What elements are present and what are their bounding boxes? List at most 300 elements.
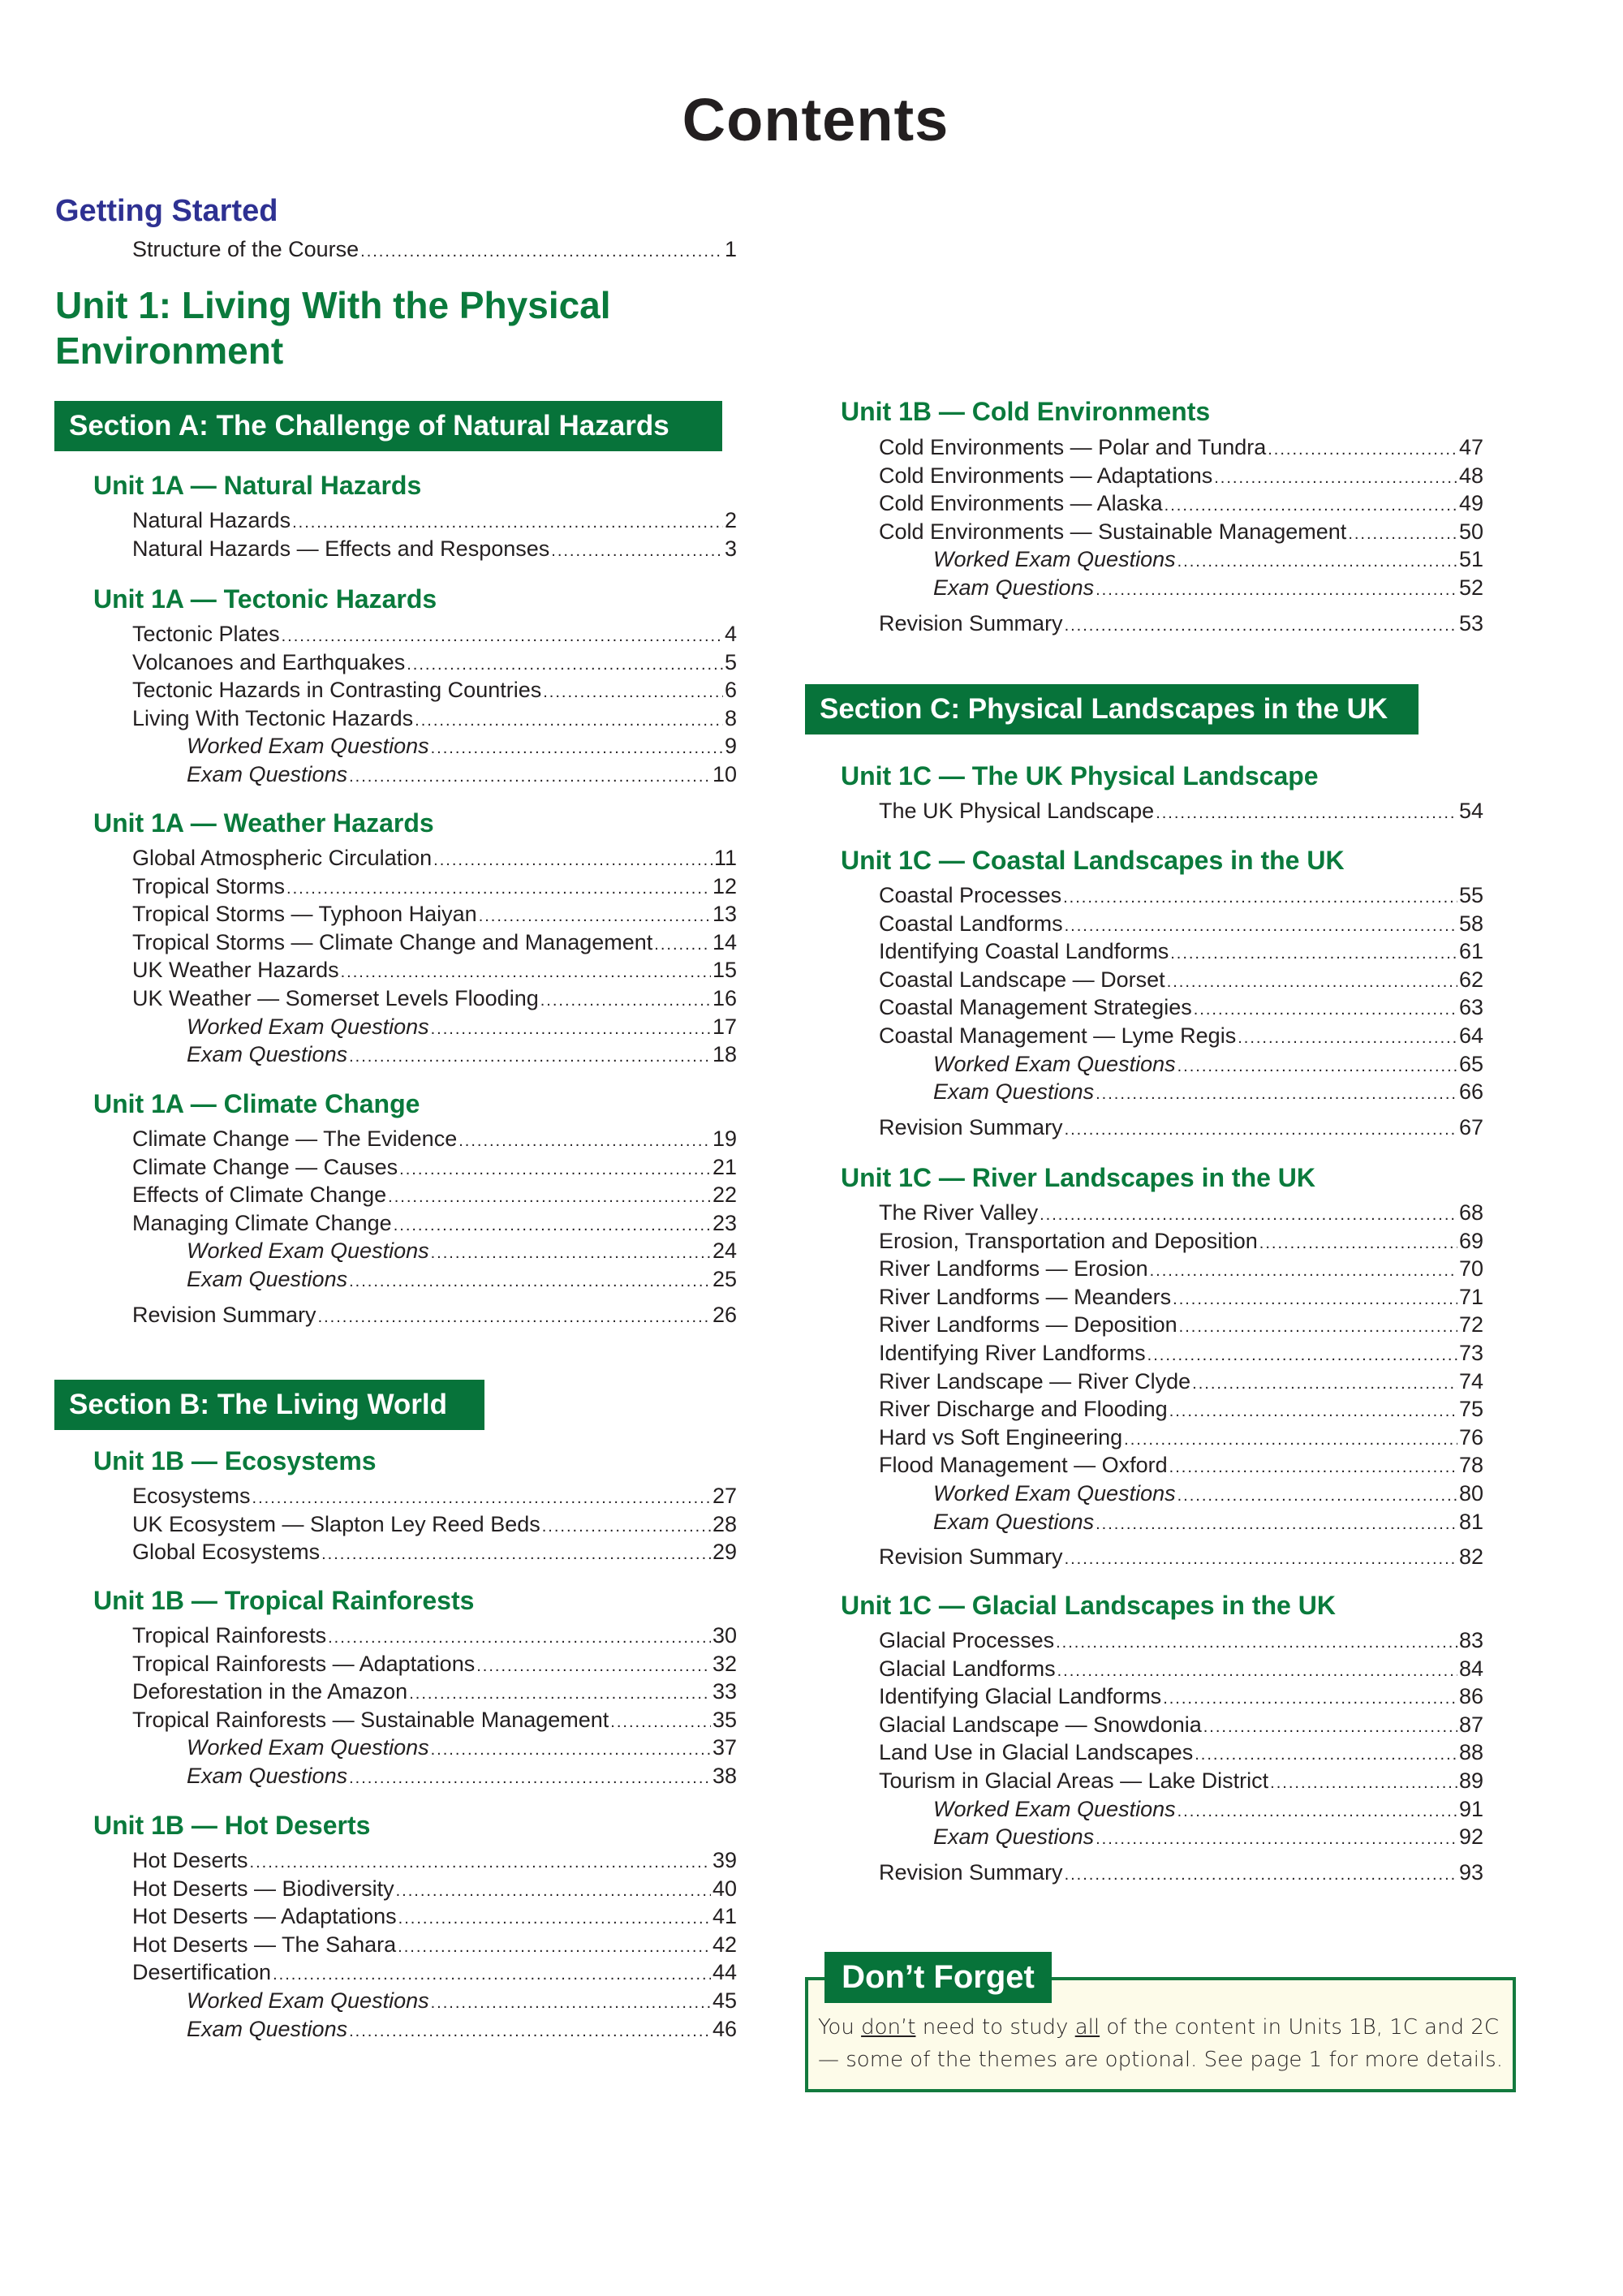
toc-entry[interactable] [879, 1543, 1483, 1571]
unit-heading-glacial: Unit 1C — Glacial Landscapes in the UK [841, 1591, 1336, 1620]
entry-page: 11 [713, 846, 737, 870]
leader-dots [328, 1624, 711, 1652]
entry-page: 78 [1458, 1453, 1483, 1478]
entry-label: Hot Deserts — The Sahara [132, 1932, 397, 1957]
leader-dots [341, 958, 711, 987]
entries-rainforests [132, 1622, 737, 1790]
toc-entry[interactable] [132, 1987, 737, 2015]
entry-page: 69 [1458, 1228, 1483, 1253]
entry-page: 84 [1458, 1656, 1483, 1681]
entry-page: 33 [712, 1679, 737, 1704]
getting-started-entries [132, 235, 737, 264]
toc-entry[interactable] [879, 462, 1483, 490]
entry-page: 55 [1458, 883, 1483, 907]
leader-dots [431, 1015, 711, 1044]
toc-entry[interactable] [132, 535, 737, 563]
leader-dots [458, 1127, 711, 1156]
entry-page: 44 [712, 1960, 737, 1985]
unit-heading-cold-environments: Unit 1B — Cold Environments [841, 397, 1211, 426]
toc-entry[interactable] [132, 676, 737, 704]
entry-page: 12 [712, 873, 737, 898]
note-text: of the content in Units 1B, 1C and 2C — some of the themes are optional. See page 1 for more details. [818, 2015, 1503, 2072]
unit-heading-tectonic-hazards: Unit 1A — Tectonic Hazards [93, 584, 437, 614]
leader-dots [1167, 968, 1457, 997]
toc-entry[interactable] [879, 1626, 1483, 1655]
toc-entry[interactable] [879, 489, 1483, 518]
entry-label: River Landscape — River Clyde [879, 1368, 1191, 1394]
page-title: Contents [682, 86, 949, 153]
entry-label: Revision Summary [879, 1114, 1063, 1139]
leader-dots [1096, 1080, 1457, 1109]
entry-label: Worked Exam Questions [933, 1796, 1176, 1821]
toc-entry[interactable] [879, 1738, 1483, 1767]
entry-label: Coastal Management — Lyme Regis [879, 1023, 1237, 1048]
entry-page: 22 [712, 1182, 737, 1208]
toc-entry[interactable] [879, 797, 1483, 825]
toc-entry[interactable] [132, 1931, 737, 1959]
entry-label: Identifying River Landforms [879, 1340, 1146, 1365]
entry-label: Glacial Landforms [879, 1656, 1056, 1681]
toc-entry[interactable] [879, 1424, 1483, 1452]
entry-label: Cold Environments — Sustainable Management [879, 519, 1347, 544]
entry-label: Worked Exam Questions [187, 1988, 429, 2013]
leader-dots [431, 1239, 711, 1268]
entry-label: Erosion, Transportation and Deposition [879, 1228, 1258, 1253]
leader-dots [360, 238, 723, 266]
toc-entry[interactable] [879, 1050, 1483, 1079]
toc-entry[interactable] [879, 1368, 1483, 1396]
entry-label: River Landforms — Deposition [879, 1312, 1177, 1338]
entry-label: Flood Management — Oxford [879, 1453, 1168, 1478]
toc-entry[interactable] [879, 1199, 1483, 1227]
toc-entry[interactable] [132, 1622, 737, 1650]
entry-label: Living With Tectonic Hazards [132, 705, 414, 730]
leader-dots [398, 1933, 711, 1962]
toc-entry[interactable] [132, 956, 737, 984]
leader-dots [396, 1877, 711, 1906]
entry-label: Glacial Landscape — Snowdonia [879, 1712, 1202, 1737]
entry-page: 30 [712, 1623, 737, 1648]
entry-label: Exam Questions [933, 575, 1095, 600]
toc-entry[interactable] [132, 648, 737, 677]
leader-dots [1124, 1426, 1457, 1454]
entry-label: Land Use in Glacial Landscapes [879, 1740, 1194, 1765]
leader-dots [1173, 1286, 1457, 1314]
entry-label: Identifying Glacial Landforms [879, 1684, 1162, 1709]
entry-page: 47 [1458, 435, 1483, 459]
entry-label: Managing Climate Change [132, 1210, 392, 1235]
toc-entry[interactable] [879, 1508, 1483, 1536]
entry-label: Global Ecosystems [132, 1540, 321, 1565]
entry-label: Worked Exam Questions [187, 1238, 429, 1264]
toc-entry[interactable] [132, 984, 737, 1013]
toc-entry[interactable] [879, 1283, 1483, 1312]
toc-entry[interactable] [879, 881, 1483, 910]
entry-page: 27 [712, 1484, 737, 1508]
leader-dots [1177, 548, 1457, 576]
entry-page: 49 [1458, 491, 1483, 516]
leader-dots [551, 537, 723, 566]
entry-label: Coastal Landscape — Dorset [879, 967, 1165, 992]
entry-page: 28 [712, 1511, 737, 1536]
entry-label: Exam Questions [187, 1266, 348, 1291]
entry-page: 14 [712, 929, 737, 954]
leader-dots [1056, 1629, 1457, 1657]
unit-heading-climate-change: Unit 1A — Climate Change [93, 1089, 420, 1118]
toc-entry[interactable] [132, 1734, 737, 1762]
toc-entry[interactable] [132, 872, 737, 901]
section-c-header: Section C: Physical Landscapes in the UK [805, 684, 1419, 734]
unit-heading-rainforests: Unit 1B — Tropical Rainforests [93, 1586, 475, 1615]
leader-dots [1169, 1454, 1457, 1482]
entry-page: 9 [724, 734, 737, 759]
toc-entry[interactable] [132, 732, 737, 760]
toc-entry[interactable] [879, 1823, 1483, 1851]
entry-page: 66 [1458, 1079, 1483, 1105]
toc-entry[interactable] [879, 1114, 1483, 1142]
entries-coastal [879, 881, 1483, 1141]
entry-label: Tropical Rainforests [132, 1623, 327, 1648]
entry-page: 61 [1458, 939, 1483, 964]
entries-uk-landscape [879, 797, 1483, 825]
entry-page: 87 [1458, 1712, 1483, 1737]
toc-entry[interactable] [879, 1078, 1483, 1106]
entry-label: UK Weather — Somerset Levels Flooding [132, 985, 539, 1010]
entry-label: Exam Questions [187, 761, 348, 786]
toc-entry[interactable] [132, 1958, 737, 1987]
entry-page: 93 [1458, 1859, 1483, 1885]
entry-label: Cold Environments — Polar and Tundra [879, 435, 1267, 459]
entry-page: 4 [724, 622, 737, 646]
leader-dots [1192, 1370, 1457, 1398]
leader-dots [610, 1708, 711, 1737]
unit-heading-uk-landscape: Unit 1C — The UK Physical Landscape [841, 761, 1319, 790]
entries-cold-environments [879, 433, 1483, 637]
leader-dots [431, 1736, 711, 1764]
toc-entry[interactable] [879, 1255, 1483, 1283]
leader-dots [349, 763, 711, 791]
toc-entry[interactable] [132, 1846, 737, 1875]
entry-label: UK Weather Hazards [132, 958, 339, 983]
entry-page: 74 [1458, 1368, 1483, 1394]
entry-page: 54 [1458, 799, 1483, 823]
leader-dots [1096, 1510, 1457, 1539]
entry-page: 83 [1458, 1628, 1483, 1652]
toc-entry[interactable] [132, 704, 737, 733]
entry-page: 42 [712, 1932, 737, 1957]
leader-dots [654, 931, 711, 959]
entry-label: Worked Exam Questions [187, 1735, 429, 1760]
entry-page: 48 [1458, 463, 1483, 488]
entry-label: The UK Physical Landscape [879, 799, 1155, 823]
leader-dots [1065, 1116, 1457, 1144]
entry-label: Cold Environments — Alaska [879, 491, 1163, 516]
entry-page: 17 [712, 1014, 737, 1039]
toc-entry[interactable] [132, 1875, 737, 1903]
leader-dots [349, 1268, 711, 1296]
entry-label: Hot Deserts — Biodiversity [132, 1876, 394, 1901]
toc-entry[interactable] [132, 1013, 737, 1041]
entry-label: Worked Exam Questions [187, 1014, 429, 1039]
unit-heading-hot-deserts: Unit 1B — Hot Deserts [93, 1811, 371, 1840]
entry-page: 67 [1458, 1114, 1483, 1139]
entry-page: 13 [712, 902, 737, 927]
entry-label: Worked Exam Questions [933, 1051, 1176, 1076]
toc-entry[interactable] [132, 1181, 737, 1209]
leader-dots [479, 902, 711, 931]
entry-label: Effects of Climate Change [132, 1182, 387, 1208]
entry-page: 72 [1458, 1312, 1483, 1338]
entry-page: 5 [724, 649, 737, 674]
leader-dots [321, 1540, 711, 1569]
leader-dots [1163, 1685, 1457, 1713]
toc-entry[interactable] [879, 937, 1483, 966]
leader-dots [1057, 1657, 1457, 1686]
entry-page: 24 [712, 1238, 737, 1264]
entry-label: Identifying Coastal Landforms [879, 939, 1169, 964]
toc-entry[interactable] [132, 1153, 737, 1182]
leader-dots [431, 1989, 711, 2018]
entry-page: 80 [1458, 1480, 1483, 1506]
entry-label: Exam Questions [187, 1042, 348, 1067]
toc-entry[interactable] [879, 1795, 1483, 1824]
entry-page: 68 [1458, 1200, 1483, 1225]
entry-label: Desertification [132, 1960, 272, 1985]
entry-page: 62 [1458, 967, 1483, 992]
entry-label: Hard vs Soft Engineering [879, 1424, 1123, 1450]
note-emphasis: all [1074, 2015, 1100, 2040]
toc-entry[interactable] [132, 1510, 737, 1539]
leader-dots [1169, 1398, 1457, 1426]
entry-page: 25 [712, 1266, 737, 1291]
toc-entry[interactable] [879, 910, 1483, 938]
entries-climate-change [132, 1125, 737, 1329]
entry-page: 45 [712, 1988, 737, 2013]
entry-page: 46 [712, 2016, 737, 2041]
dont-forget-title: Don’t Forget [824, 1952, 1052, 2003]
toc-entry[interactable] [879, 518, 1483, 546]
leader-dots [1065, 1861, 1457, 1889]
toc-entry[interactable] [879, 1655, 1483, 1683]
toc-entry[interactable] [132, 1040, 737, 1069]
toc-entry[interactable] [132, 506, 737, 535]
entry-label: Global Atmospheric Circulation [132, 846, 433, 870]
entry-page: 32 [712, 1651, 737, 1676]
toc-entry[interactable] [132, 1650, 737, 1678]
leader-dots [1177, 1798, 1457, 1826]
entry-page: 23 [712, 1210, 737, 1235]
toc-entry[interactable] [879, 1022, 1483, 1050]
entry-label: Worked Exam Questions [933, 547, 1176, 572]
entry-page: 38 [712, 1763, 737, 1788]
toc-entry[interactable] [132, 928, 737, 957]
toc-entry[interactable] [879, 545, 1483, 574]
entry-page: 63 [1458, 995, 1483, 1020]
toc-entry[interactable] [132, 1209, 737, 1238]
toc-entry[interactable] [879, 1682, 1483, 1711]
entry-label: Revision Summary [879, 610, 1063, 635]
entry-page: 82 [1458, 1544, 1483, 1570]
leader-dots [399, 1156, 711, 1184]
entry-label: Revision Summary [879, 1544, 1063, 1570]
entry-label: Cold Environments — Adaptations [879, 463, 1213, 488]
toc-entry[interactable] [879, 1711, 1483, 1739]
note-text: need to study [915, 2015, 1075, 2040]
toc-entry[interactable] [132, 1265, 737, 1294]
leader-dots [1096, 1825, 1457, 1854]
leader-dots [433, 846, 712, 875]
toc-entry[interactable] [132, 1678, 737, 1706]
leader-dots [1268, 436, 1457, 464]
toc-entry[interactable] [132, 1762, 737, 1790]
entry-label: Tectonic Plates [132, 622, 280, 646]
leader-dots [349, 1043, 711, 1071]
entry-label: Tropical Storms — Typhoon Haiyan [132, 902, 477, 927]
leader-dots [409, 1680, 711, 1708]
toc-entry[interactable] [879, 1395, 1483, 1424]
entry-label: Coastal Management Strategies [879, 995, 1192, 1020]
entry-label: Exam Questions [933, 1509, 1095, 1534]
entries-ecosystems [132, 1482, 737, 1566]
entry-page: 76 [1458, 1424, 1483, 1450]
toc-entry[interactable] [879, 1227, 1483, 1256]
toc-entry[interactable] [132, 1301, 737, 1329]
entry-label: Deforestation in the Amazon [132, 1679, 408, 1704]
leader-dots [1194, 996, 1457, 1024]
entry-label: Structure of the Course [132, 237, 359, 261]
entry-label: Climate Change — Causes [132, 1154, 398, 1179]
toc-entry[interactable] [132, 2015, 737, 2044]
entry-page: 50 [1458, 519, 1483, 544]
entry-page: 71 [1458, 1284, 1483, 1309]
entry-page: 64 [1458, 1023, 1483, 1048]
toc-entry[interactable] [879, 433, 1483, 462]
entry-page: 58 [1458, 911, 1483, 936]
leader-dots [415, 707, 723, 735]
entry-label: Exam Questions [933, 1824, 1095, 1850]
toc-entry[interactable] [879, 966, 1483, 994]
entry-page: 37 [712, 1735, 737, 1760]
leader-dots [542, 1513, 711, 1541]
unit-heading-natural-hazards: Unit 1A — Natural Hazards [93, 471, 422, 500]
leader-dots [252, 1484, 711, 1513]
entry-label: Ecosystems [132, 1484, 251, 1508]
toc-entry[interactable] [879, 1480, 1483, 1508]
unit-heading-ecosystems: Unit 1B — Ecosystems [93, 1446, 377, 1475]
leader-dots [1150, 1257, 1457, 1286]
entry-page: 21 [712, 1154, 737, 1179]
entry-label: River Landforms — Meanders [879, 1284, 1172, 1309]
toc-entry[interactable] [132, 1237, 737, 1265]
entry-page: 88 [1458, 1740, 1483, 1765]
toc-entry[interactable] [132, 1538, 737, 1566]
entry-label: Worked Exam Questions [933, 1480, 1176, 1506]
toc-entry[interactable] [879, 1451, 1483, 1480]
entry-page: 2 [724, 508, 737, 532]
toc-entry[interactable] [879, 610, 1483, 638]
entry-label: Worked Exam Questions [187, 734, 429, 759]
entries-tectonic-hazards [132, 620, 737, 789]
toc-entry[interactable] [132, 1125, 737, 1153]
unit-heading-weather-hazards: Unit 1A — Weather Hazards [93, 808, 434, 838]
entry-label: Coastal Processes [879, 883, 1062, 907]
toc-entry[interactable] [879, 993, 1483, 1022]
toc-entry[interactable] [132, 760, 737, 789]
entry-label: Volcanoes and Earthquakes [132, 649, 406, 674]
entry-page: 75 [1458, 1397, 1483, 1422]
toc-entry[interactable] [879, 1859, 1483, 1887]
toc-entry[interactable] [132, 844, 737, 872]
entry-label: Exam Questions [187, 1763, 348, 1788]
leader-dots [349, 2018, 711, 2046]
toc-entry[interactable] [132, 1706, 737, 1734]
leader-dots [1165, 492, 1457, 520]
entry-label: Revision Summary [132, 1302, 316, 1327]
entry-page: 10 [712, 761, 737, 786]
toc-entry[interactable] [132, 235, 737, 264]
leader-dots [292, 509, 723, 537]
toc-entry[interactable] [879, 1339, 1483, 1368]
entry-label: River Discharge and Flooding [879, 1397, 1168, 1422]
entry-label: Coastal Landforms [879, 911, 1063, 936]
leader-dots [540, 987, 711, 1015]
entry-page: 89 [1458, 1768, 1483, 1793]
section-b-header: Section B: The Living World [54, 1380, 484, 1430]
leader-dots [1063, 884, 1457, 912]
entry-page: 26 [712, 1302, 737, 1327]
entry-label: Natural Hazards [132, 508, 291, 532]
dont-forget-text [818, 2011, 1508, 2076]
section-a-header: Section A: The Challenge of Natural Hazards [54, 401, 722, 451]
unit-title: Unit 1: Living With the Physical Environment [55, 284, 611, 372]
entry-label: Tropical Storms — Climate Change and Management [132, 929, 653, 954]
toc-entry[interactable] [132, 1482, 737, 1510]
entry-label: Tourism in Glacial Areas — Lake District [879, 1768, 1269, 1793]
toc-entry[interactable] [132, 900, 737, 928]
leader-dots [282, 622, 723, 651]
leader-dots [1259, 1230, 1457, 1258]
leader-dots [349, 1764, 711, 1793]
entry-label: Climate Change — The Evidence [132, 1126, 458, 1151]
toc-entry[interactable] [132, 1902, 737, 1931]
entry-page: 15 [712, 958, 737, 983]
entry-page: 91 [1458, 1796, 1483, 1821]
entry-page: 70 [1458, 1256, 1483, 1282]
entry-page: 53 [1458, 610, 1483, 635]
leader-dots [1065, 912, 1457, 941]
entries-river [879, 1199, 1483, 1571]
entry-label: Hot Deserts — Adaptations [132, 1904, 397, 1929]
note-text: You [818, 2015, 862, 2040]
entry-label: Tectonic Hazards in Contrasting Countries [132, 678, 542, 703]
entries-hot-deserts [132, 1846, 737, 2043]
entry-label: Hot Deserts [132, 1848, 248, 1872]
leader-dots [1156, 799, 1457, 828]
leader-dots [250, 1849, 711, 1877]
entry-page: 1 [724, 237, 737, 261]
toc-entry[interactable] [879, 1767, 1483, 1795]
entry-page: 81 [1458, 1509, 1483, 1534]
toc-entry[interactable] [879, 574, 1483, 602]
entry-label: Revision Summary [879, 1859, 1063, 1885]
leader-dots [1065, 1545, 1457, 1574]
leader-dots [1195, 1741, 1457, 1769]
entry-page: 73 [1458, 1340, 1483, 1365]
leader-dots [1179, 1313, 1457, 1342]
toc-entry[interactable] [132, 620, 737, 648]
toc-entry[interactable] [879, 1311, 1483, 1339]
entries-weather-hazards [132, 844, 737, 1069]
